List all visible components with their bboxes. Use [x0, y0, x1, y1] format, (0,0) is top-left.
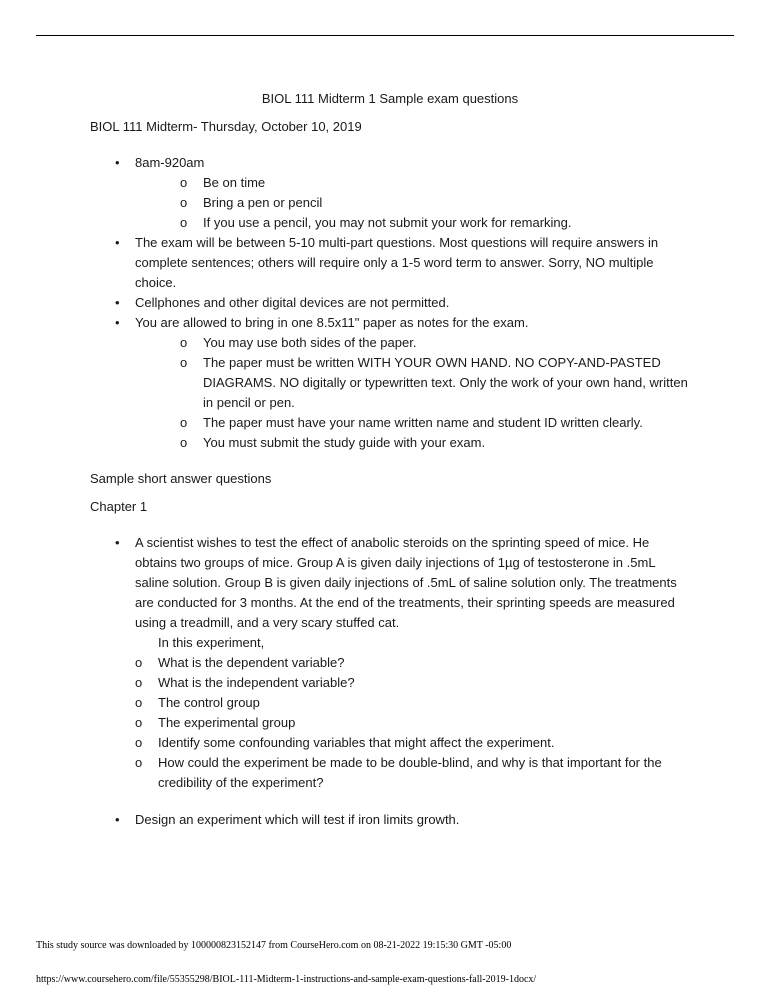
list-item: o Identify some confounding variables that might affect the experiment.: [135, 733, 690, 753]
list-item: [90, 153, 690, 233]
question-2-text: Design an experiment which will test if iron limits growth.: [135, 812, 460, 827]
chapter-heading: Chapter 1: [90, 499, 148, 514]
rule-time: 8am-920am: [135, 155, 205, 170]
list-item: [90, 313, 690, 453]
question-1-sublist: [135, 653, 690, 793]
exam-date: BIOL 111 Midterm- Thursday, October 10, 2019: [90, 119, 362, 134]
rule-devices: Cellphones and other digital devices are not permitted.: [135, 295, 450, 310]
footer-source: This study source was downloaded by 100000823152147 from CourseHero.com on 08-21-2022 19:15:30 GMT -05:00: [36, 940, 512, 951]
list-item: [90, 233, 690, 293]
list-item: o Bring a pen or pencil: [180, 193, 690, 213]
header-rule: [36, 35, 734, 36]
list-item: o You may use both sides of the paper.: [180, 333, 690, 353]
list-item: o How could the experiment be made to be double-blind, and why is that important for the credibility of the experiment?: [135, 753, 690, 793]
question-1-text: A scientist wishes to test the effect of anabolic steroids on the sprinting speed of mice. He obtains two groups of mice. Group A is given daily injections of 1µg of testosterone in .5mL saline solution. Group B is given daily injections of .5mL of saline solution only. The treatments are conducted for 3 months. At the end of the treatments, their sprinting speeds are measured using a treadmill, and a very scary stuffed cat.: [135, 535, 677, 630]
list-item: o Be on time: [180, 173, 690, 193]
footer-url[interactable]: https://www.coursehero.com/file/55355298/BIOL-111-Midterm-1-instructions-and-sample-exam-questions-fall-2019-1docx/: [36, 974, 537, 985]
time-sublist: [180, 173, 690, 233]
list-item: o What is the independent variable?: [135, 673, 690, 693]
list-item: o The paper must have your name written name and student ID written clearly.: [180, 413, 690, 433]
questions-list: [90, 533, 690, 830]
question-1-intro: In this experiment,: [158, 635, 265, 650]
section-heading: Sample short answer questions: [90, 471, 272, 486]
list-item: o The paper must be written WITH YOUR OWN HAND. NO COPY-AND-PASTED DIAGRAMS. NO digitally or typewritten text. Only the work of your own hand, written in pencil or pen.: [180, 353, 690, 413]
list-item: o If you use a pencil, you may not submit your work for remarking.: [180, 213, 690, 233]
exam-rules-list: [90, 153, 690, 453]
document-title: BIOL 111 Midterm 1 Sample exam questions: [261, 91, 519, 106]
list-item: o The control group: [135, 693, 690, 713]
list-item: [90, 293, 690, 313]
list-item: o You must submit the study guide with your exam.: [180, 433, 690, 453]
document-body: [90, 89, 690, 830]
rule-notes: You are allowed to bring in one 8.5x11" paper as notes for the exam.: [135, 315, 529, 330]
list-item: o What is the dependent variable?: [135, 653, 690, 673]
question-item: [90, 810, 690, 830]
rule-format: The exam will be between 5-10 multi-part questions. Most questions will require answers in complete sentences; others will require only a 1-5 word term to answer. Sorry, NO multiple choice.: [135, 235, 659, 290]
question-item: [90, 533, 690, 810]
list-item: o The experimental group: [135, 713, 690, 733]
notes-sublist: [180, 333, 690, 453]
